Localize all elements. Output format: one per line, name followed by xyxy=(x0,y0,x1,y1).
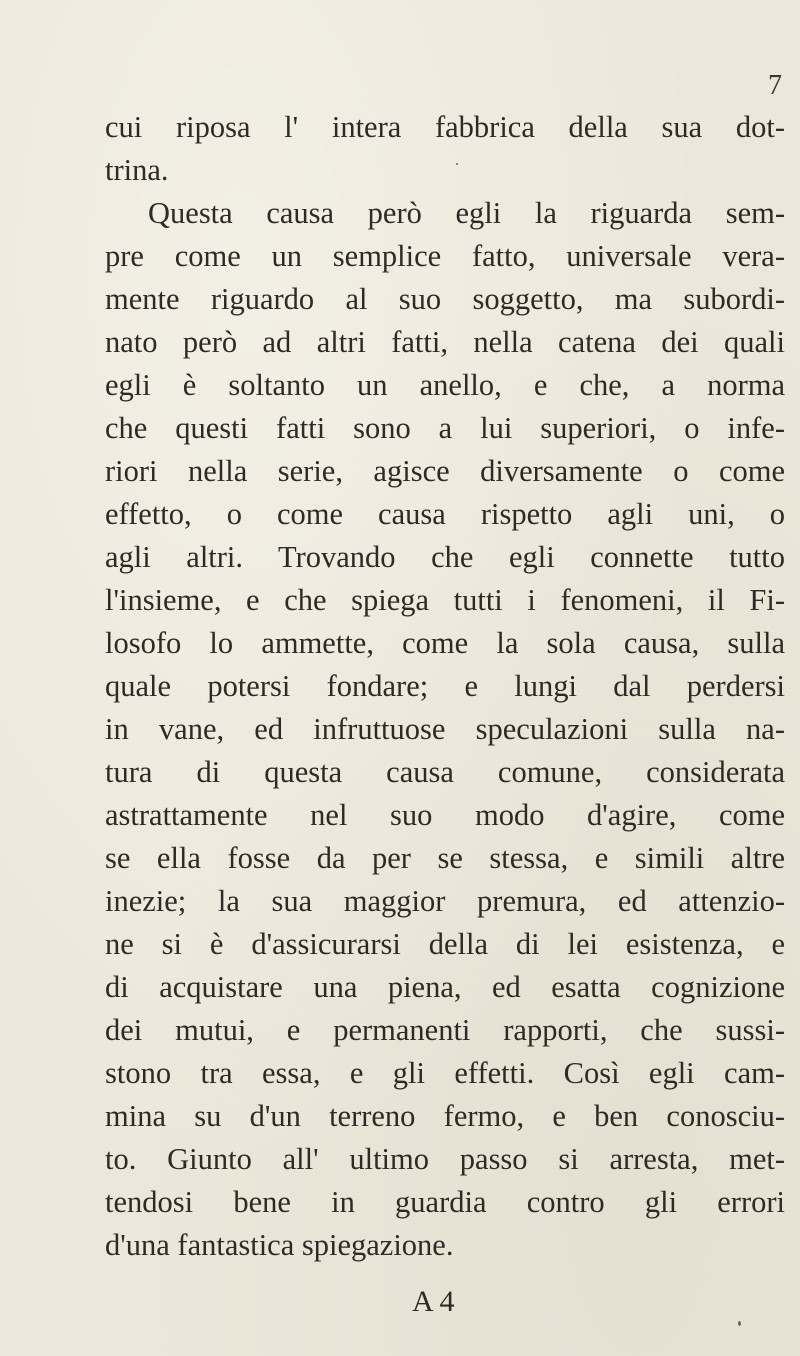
text-line: tendosi bene in guardia contro gli errori xyxy=(105,1185,785,1219)
signature-mark: A 4 xyxy=(412,1285,455,1318)
text-line: se ella fosse da per se stessa, e simili altre xyxy=(105,841,785,875)
text-line: riori nella serie, agisce diversamente o come xyxy=(105,454,785,488)
text-line: trina. xyxy=(105,153,169,187)
text-line: in vane, ed infruttuose speculazioni sulla na- xyxy=(105,712,785,746)
text-line: nato però ad altri fatti, nella catena dei quali xyxy=(105,325,785,359)
text-line: quale potersi fondare; e lungi dal perdersi xyxy=(105,669,785,703)
text-line: tura di questa causa comune, considerata xyxy=(105,755,785,789)
text-line: stono tra essa, e gli effetti. Così egli cam- xyxy=(105,1056,785,1090)
text-line: agli altri. Trovando che egli connette tutto xyxy=(105,540,785,574)
paper-speck xyxy=(456,163,458,165)
text-line: d'una fantastica spiegazione. xyxy=(105,1228,454,1262)
text-line: astrattamente nel suo modo d'agire, come xyxy=(105,798,785,832)
text-line: pre come un semplice fatto, universale vera- xyxy=(105,239,785,273)
page-number: 7 xyxy=(768,70,782,101)
text-line: losofo lo ammette, come la sola causa, sulla xyxy=(105,626,785,660)
text-line: l'insieme, e che spiega tutti i fenomeni, il Fi- xyxy=(105,583,785,617)
text-line: to. Giunto all' ultimo passo si arresta, met- xyxy=(105,1142,785,1176)
text-line: cui riposa l' intera fabbrica della sua dot- xyxy=(105,110,785,144)
text-line: mina su d'un terreno fermo, e ben conosciu- xyxy=(105,1099,785,1133)
text-line: dei mutui, e permanenti rapporti, che sussi- xyxy=(105,1013,785,1047)
text-line: che questi fatti sono a lui superiori, o infe- xyxy=(105,411,785,445)
text-line: inezie; la sua maggior premura, ed attenzio- xyxy=(105,884,785,918)
text-line: effetto, o come causa rispetto agli uni, o xyxy=(105,497,785,531)
text-line: mente riguardo al suo soggetto, ma subordi- xyxy=(105,282,785,316)
paper-speck xyxy=(738,1321,741,1326)
text-line: di acquistare una piena, ed esatta cognizione xyxy=(105,970,785,1004)
text-line: Questa causa però egli la riguarda sem- xyxy=(148,196,785,230)
body-text xyxy=(105,106,785,1267)
text-line: ne si è d'assicurarsi della di lei esistenza, e xyxy=(105,927,785,961)
text-line: egli è soltanto un anello, e che, a norma xyxy=(105,368,785,402)
